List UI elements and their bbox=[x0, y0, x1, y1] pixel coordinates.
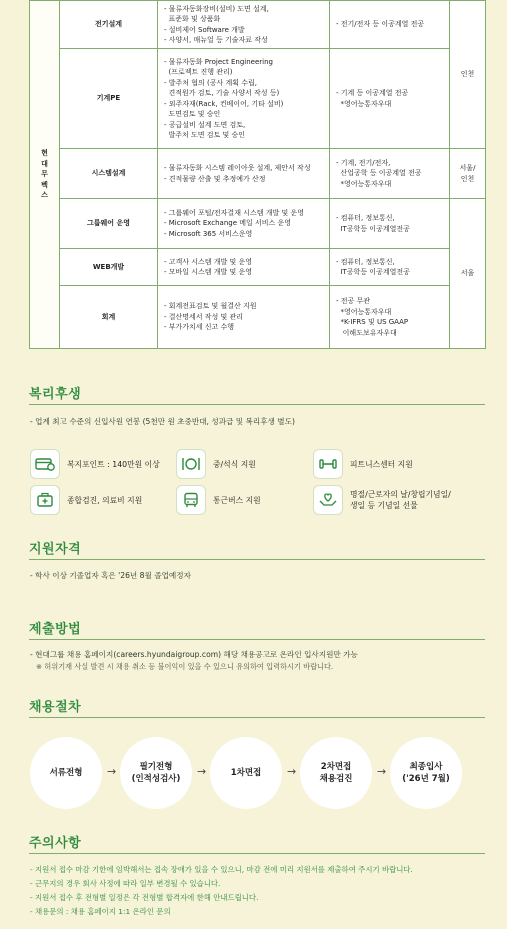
req-line: IT공학등 이공계열전공 bbox=[336, 268, 410, 276]
notice-item: - 지원서 접수 마감 기한에 임박해서는 접속 장애가 있을 수 있으니, 마감 전에 미리 지원서를 제출하여 주시기 바랍니다. bbox=[30, 865, 413, 874]
duty-line: - 그룹웨어 포털/전자결재 시스템 개발 및 운영 bbox=[164, 208, 304, 217]
job-duties bbox=[158, 1, 330, 49]
notice-item: - 채용문의 : 채용 홈페이지 1:1 온라인 문의 bbox=[30, 907, 171, 916]
duty-line: - 부가가치세 신고 수행 bbox=[164, 323, 235, 332]
duty-line: - 물류자동화장비(설비) 도면 설계, bbox=[164, 4, 269, 13]
section-divider bbox=[29, 639, 485, 640]
table-row bbox=[30, 249, 486, 286]
arrow-right-icon: → bbox=[287, 765, 297, 778]
location-cell: 서울/ 인천 bbox=[450, 149, 486, 199]
qualification-description: - 학사 이상 기졸업자 혹은 '26년 8월 졸업예정자 bbox=[30, 571, 191, 580]
location-cell: 서울 bbox=[450, 199, 486, 349]
benefit-item bbox=[313, 449, 413, 479]
duty-line: - 견적물량 산출 및 추정예가 산정 bbox=[164, 174, 266, 183]
req-line: - 기계, 전기/전자, bbox=[336, 158, 391, 167]
req-line: *영어능통자우대 bbox=[336, 179, 392, 188]
benefit-label: 명절/근로자의 날/창립기념일/ 생일 등 기념일 선물 bbox=[350, 490, 451, 510]
job-requirements bbox=[330, 49, 450, 149]
job-title: 전기설계 bbox=[60, 1, 158, 49]
req-line: - 전공 무관 bbox=[336, 297, 371, 305]
duty-line: - 발주처 협의 (공사 계획 수립, bbox=[164, 78, 257, 87]
location-cell: 인천 bbox=[450, 1, 486, 149]
notes-title: 주의사항 bbox=[29, 836, 82, 851]
duty-line: 도면검토 및 승인 bbox=[164, 110, 221, 118]
req-line: - 전기/전자 등 이공계열 전공 bbox=[336, 20, 425, 29]
req-line: - 컴퓨터, 정보통신, bbox=[336, 257, 395, 266]
arrow-right-icon: → bbox=[107, 765, 117, 778]
process-step: 1차면접 bbox=[210, 737, 282, 809]
benefit-item bbox=[176, 485, 261, 515]
section-divider bbox=[29, 717, 485, 718]
notice-item: - 근무지의 경우 회사 사정에 따라 일부 변경될 수 있습니다. bbox=[30, 879, 221, 888]
duty-line: - 설비제어 Software 개발 bbox=[164, 25, 245, 34]
notice-item: - 지원서 접수 후 전형별 일정은 각 전형별 합격자에 한해 안내드립니다. bbox=[30, 893, 259, 902]
job-duties bbox=[158, 249, 330, 286]
duty-line: 발주처 도면 검토 및 승인 bbox=[164, 131, 245, 139]
benefit-item bbox=[30, 449, 160, 479]
submission-title: 제출방법 bbox=[29, 622, 82, 637]
table-row bbox=[30, 149, 486, 199]
benefit-label: 종합검진, 의료비 지원 bbox=[67, 495, 143, 505]
req-line: - 컴퓨터, 정보통신, bbox=[336, 214, 395, 222]
benefit-label: 복지포인트 : 140만원 이상 bbox=[67, 459, 160, 469]
job-requirements bbox=[330, 1, 450, 49]
benefit-label: 중/석식 지원 bbox=[213, 459, 256, 469]
qualification-title: 지원자격 bbox=[29, 542, 82, 557]
section-divider bbox=[29, 853, 485, 854]
req-line: IT공학등 이공계열전공 bbox=[336, 224, 410, 233]
submission-note: ※ 허위기재 사실 발견 시 채용 취소 등 불이익이 있을 수 있으니 유의하여 입력하시기 바랍니다. bbox=[36, 662, 334, 671]
section-divider bbox=[29, 404, 485, 405]
job-requirements bbox=[330, 249, 450, 286]
job-requirements bbox=[330, 286, 450, 349]
duty-line: - Microsoft Exchange 메일 서비스 운영 bbox=[164, 219, 292, 228]
duty-line: - 회계전표검토 및 월결산 지원 bbox=[164, 302, 257, 311]
company-name: 현 대 무 벡 스 bbox=[41, 149, 48, 200]
duty-line: (프로젝트 진행 관리) bbox=[164, 68, 233, 76]
benefit-item bbox=[30, 485, 142, 515]
meal-icon bbox=[176, 449, 206, 479]
req-line: - 기계 등 이공계열 전공 bbox=[336, 89, 409, 97]
process-step: 2차면접 채용검진 bbox=[300, 737, 372, 809]
duty-line: 표준화 및 상품화 bbox=[164, 15, 221, 23]
section-divider bbox=[29, 559, 485, 560]
job-duties bbox=[158, 49, 330, 149]
job-title: 시스템설계 bbox=[60, 149, 158, 199]
company-cell bbox=[30, 1, 60, 349]
process-step: 필기전형 (인적성검사) bbox=[120, 737, 192, 809]
welfare-title: 복리후생 bbox=[29, 387, 82, 402]
process-title: 채용절차 bbox=[29, 700, 82, 715]
job-duties bbox=[158, 199, 330, 249]
duty-line: - 공급설비 설계 도면 검토, bbox=[164, 120, 246, 129]
job-requirements bbox=[330, 199, 450, 249]
table-row bbox=[30, 199, 486, 249]
process-step: 서류전형 bbox=[30, 737, 102, 809]
duty-line: - 외주자재(Rack, 컨베이어, 기타 설비) bbox=[164, 99, 284, 108]
table-row bbox=[30, 286, 486, 349]
duty-line: 견적원가 검토, 기술 사양서 작성 등) bbox=[164, 89, 280, 97]
dumbbell-icon bbox=[313, 449, 343, 479]
arrow-right-icon: → bbox=[197, 765, 207, 778]
duty-line: - 사양서, 매뉴얼 등 기술자료 작성 bbox=[164, 36, 268, 44]
job-duties bbox=[158, 149, 330, 199]
card-icon bbox=[30, 449, 60, 479]
table-row bbox=[30, 49, 486, 149]
req-line: *영어능통자우대 bbox=[336, 307, 392, 316]
duty-line: - 물류자동화 Project Engineering bbox=[164, 57, 273, 66]
submission-description: - 현대그룹 채용 홈페이지(careers.hyundaigroup.com) 해당 채용공고로 온라인 입사지원만 가능 bbox=[30, 650, 358, 659]
job-title: 그룹웨어 운영 bbox=[60, 199, 158, 249]
table-row bbox=[30, 1, 486, 49]
medical-kit-icon bbox=[30, 485, 60, 515]
heart-hands-icon bbox=[313, 485, 343, 515]
duty-line: - 모바일 시스템 개발 및 운영 bbox=[164, 268, 253, 276]
job-title: WEB개발 bbox=[60, 249, 158, 286]
job-requirements bbox=[330, 149, 450, 199]
job-title: 기계PE bbox=[60, 49, 158, 149]
job-title: 회계 bbox=[60, 286, 158, 349]
duty-line: - 고객사 시스템 개발 및 운영 bbox=[164, 257, 253, 266]
benefit-item bbox=[313, 485, 451, 515]
duty-line: - 물류자동화 시스템 레이아웃 설계, 제안서 작성 bbox=[164, 164, 311, 172]
bus-icon bbox=[176, 485, 206, 515]
process-step: 최종입사 ('26년 7월) bbox=[390, 737, 462, 809]
req-line: *영어능통자우대 bbox=[336, 99, 392, 108]
benefit-label: 피트니스센터 지원 bbox=[350, 459, 413, 469]
req-line: 산업공학 등 이공계열 전공 bbox=[336, 169, 422, 178]
arrow-right-icon: → bbox=[377, 765, 387, 778]
req-line: 이해도보유자우대 bbox=[336, 328, 397, 337]
duty-line: - 결산명세서 작성 및 관리 bbox=[164, 312, 244, 321]
req-line: *K-IFRS 및 US GAAP bbox=[336, 318, 409, 326]
benefit-label: 통근버스 지원 bbox=[213, 495, 261, 505]
job-duties bbox=[158, 286, 330, 349]
job-table bbox=[29, 0, 486, 349]
duty-line: - Microsoft 365 서비스운영 bbox=[164, 229, 253, 238]
benefit-item bbox=[176, 449, 256, 479]
welfare-description: - 업계 최고 수준의 신입사원 연봉 (5천만 원 초중반대, 성과급 및 복리후생 별도) bbox=[30, 417, 295, 426]
